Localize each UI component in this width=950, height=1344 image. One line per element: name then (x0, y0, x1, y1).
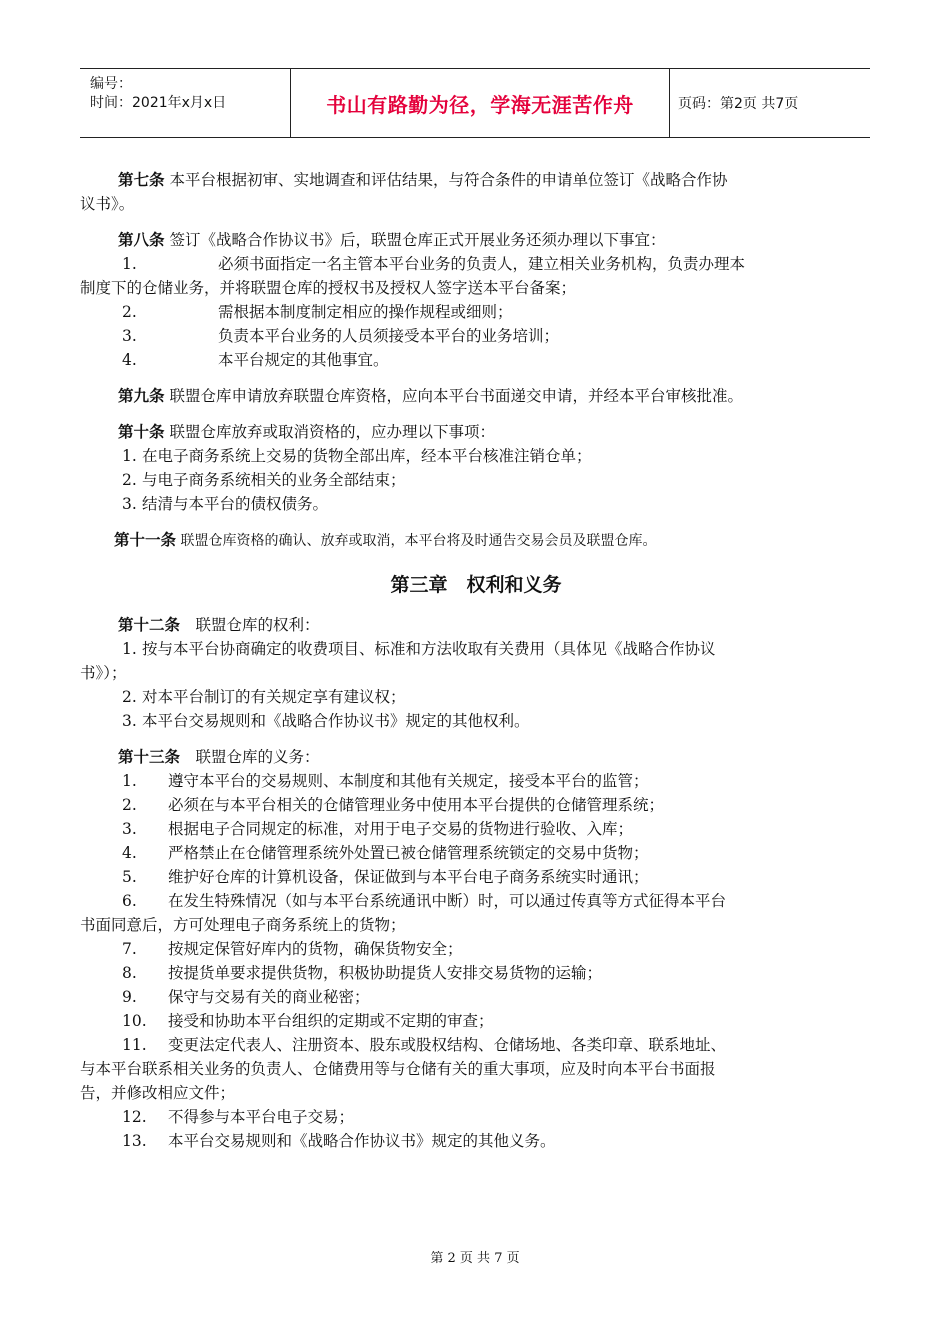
article-7 (80, 168, 872, 192)
article-13 (80, 745, 872, 769)
article-lead: 第九条 (118, 387, 165, 405)
list-text: 在电子商务系统上交易的货物全部出库，经本平台核准注销仓单； (142, 447, 592, 465)
list-text: 本平台交易规则和《战略合作协议书》规定的其他权利。 (142, 712, 530, 730)
list-text: 结清与本平台的债权债务。 (142, 495, 329, 513)
list-text: 需根据本制度制定相应的操作规程或细则； (218, 303, 513, 321)
list-number: 4. (122, 351, 137, 369)
list-text: 保守与交易有关的商业秘密； (168, 988, 370, 1006)
number-label: 编号： (90, 76, 132, 92)
list-number: 5. (122, 868, 137, 886)
list-text: 根据电子合同规定的标准，对用于电子交易的货物进行验收、入库； (168, 820, 634, 838)
list-number: 2. (122, 471, 137, 489)
chapter-title: 第三章 权利和义务 (390, 574, 562, 596)
list-item (80, 348, 872, 372)
list-item (80, 1129, 872, 1153)
article-lead: 第十条 (118, 423, 165, 441)
article-text: 联盟仓库的义务： (180, 748, 320, 766)
list-item (80, 468, 872, 492)
list-number: 3. (122, 495, 137, 513)
list-number: 7. (122, 940, 137, 958)
article-text: 签订《战略合作协议书》后，联盟仓库正式开展业务还须办理以下事宜： (164, 231, 666, 249)
list-item (80, 841, 872, 865)
list-number: 1. (122, 640, 137, 658)
list-number: 1. (122, 255, 137, 273)
list-item (80, 793, 872, 817)
list-item-cont: 制度下的仓储业务，并将联盟仓库的授权书及授权人签字送本平台备案； (80, 279, 577, 297)
list-item (80, 1033, 872, 1057)
list-text: 在发生特殊情况（如与本平台系统通讯中断）时，可以通过传真等方式征得本平台 (168, 892, 727, 910)
article-7-cont: 议书》。 (80, 195, 135, 213)
list-item (80, 1105, 872, 1129)
list-number: 2. (122, 688, 137, 706)
list-number: 3. (122, 712, 137, 730)
list-text: 变更法定代表人、注册资本、股东或股权结构、仓储场地、各类印章、联系地址、 (168, 1036, 727, 1054)
list-text: 严格禁止在仓储管理系统外处置已被仓储管理系统锁定的交易中货物； (168, 844, 649, 862)
list-text: 本平台规定的其他事宜。 (218, 351, 389, 369)
list-item-cont: 书》）； (80, 664, 127, 682)
list-text: 不得参与本平台电子交易； (168, 1108, 355, 1126)
article-lead: 第十一条 (114, 531, 177, 549)
article-lead: 第十二条 (118, 616, 181, 634)
list-number: 1. (122, 772, 137, 790)
list-item (80, 985, 872, 1009)
list-text: 负责本平台业务的人员须接受本平台的业务培训； (218, 327, 560, 345)
list-text: 本平台交易规则和《战略合作协议书》规定的其他义务。 (168, 1132, 556, 1150)
list-text: 按与本平台协商确定的收费项目、标准和方法收取有关费用（具体见《战略合作协议 (142, 640, 716, 658)
list-text: 必须在与本平台相关的仓储管理业务中使用本平台提供的仓储管理系统； (168, 796, 665, 814)
article-12 (80, 613, 872, 637)
list-item (80, 637, 872, 661)
list-text: 按规定保管好库内的货物，确保货物安全； (168, 940, 463, 958)
list-number: 8. (122, 964, 137, 982)
list-item (80, 685, 872, 709)
document-body (80, 168, 872, 1153)
list-text: 接受和协助本平台组织的定期或不定期的审查； (168, 1012, 494, 1030)
list-item (80, 1009, 872, 1033)
article-lead: 第十三条 (118, 748, 181, 766)
list-text: 遵守本平台的交易规则、本制度和其他有关规定，接受本平台的监管； (168, 772, 649, 790)
list-item (80, 709, 872, 733)
list-item (80, 300, 872, 324)
list-number: 10. (122, 1012, 147, 1030)
header-motto: 书山有路勤为径，学海无涯苦作舟 (290, 69, 670, 137)
list-text: 与电子商务系统相关的业务全部结束； (142, 471, 406, 489)
list-number: 3. (122, 820, 137, 838)
list-item (80, 252, 872, 276)
article-11 (80, 528, 872, 553)
list-number: 9. (122, 988, 137, 1006)
list-number: 11. (122, 1036, 147, 1054)
header-meta (80, 69, 290, 137)
list-text: 维护好仓库的计算机设备，保证做到与本平台电子商务系统实时通讯； (168, 868, 649, 886)
list-item-cont: 告，并修改相应文件； (80, 1084, 236, 1102)
article-lead: 第八条 (118, 231, 165, 249)
list-item (80, 937, 872, 961)
list-number: 13. (122, 1132, 147, 1150)
page-header (80, 68, 870, 138)
list-item-cont: 书面同意后，方可处理电子商务系统上的货物； (80, 916, 406, 934)
list-item (80, 889, 872, 913)
list-item (80, 769, 872, 793)
list-number: 2. (122, 303, 137, 321)
list-item (80, 492, 872, 516)
article-text: 联盟仓库申请放弃联盟仓库资格，应向本平台书面递交申请，并经本平台审核批准。 (164, 387, 743, 405)
header-page-label: 页码：第2页 共7页 (678, 96, 799, 112)
article-9 (80, 384, 872, 408)
article-lead: 第七条 (118, 171, 165, 189)
list-number: 6. (122, 892, 137, 910)
list-item (80, 961, 872, 985)
article-text: 联盟仓库资格的确认、放弃或取消，本平台将及时通告交易会员及联盟仓库。 (176, 533, 657, 549)
article-text: 联盟仓库放弃或取消资格的，应办理以下事项： (164, 423, 495, 441)
list-text: 必须书面指定一名主管本平台业务的负责人，建立相关业务机构，负责办理本 (218, 255, 746, 273)
article-8 (80, 228, 872, 252)
list-item (80, 865, 872, 889)
list-item (80, 444, 872, 468)
article-text: 联盟仓库的权利： (180, 616, 320, 634)
page-footer: 第 2 页 共 7 页 (430, 1251, 520, 1266)
list-item (80, 324, 872, 348)
date-label: 时间：2021年x月x日 (90, 95, 227, 111)
article-10 (80, 420, 872, 444)
list-text: 按提货单要求提供货物，积极协助提货人安排交易货物的运输； (168, 964, 603, 982)
list-item (80, 817, 872, 841)
list-item-cont: 与本平台联系相关业务的负责人、仓储费用等与仓储有关的重大事项，应及时向本平台书面报 (80, 1060, 716, 1078)
list-number: 2. (122, 796, 137, 814)
list-number: 1. (122, 447, 137, 465)
article-text: 本平台根据初审、实地调查和评估结果，与符合条件的申请单位签订《战略合作协 (164, 171, 728, 189)
list-number: 3. (122, 327, 137, 345)
list-number: 4. (122, 844, 137, 862)
list-number: 12. (122, 1108, 147, 1126)
list-text: 对本平台制订的有关规定享有建议权； (142, 688, 406, 706)
